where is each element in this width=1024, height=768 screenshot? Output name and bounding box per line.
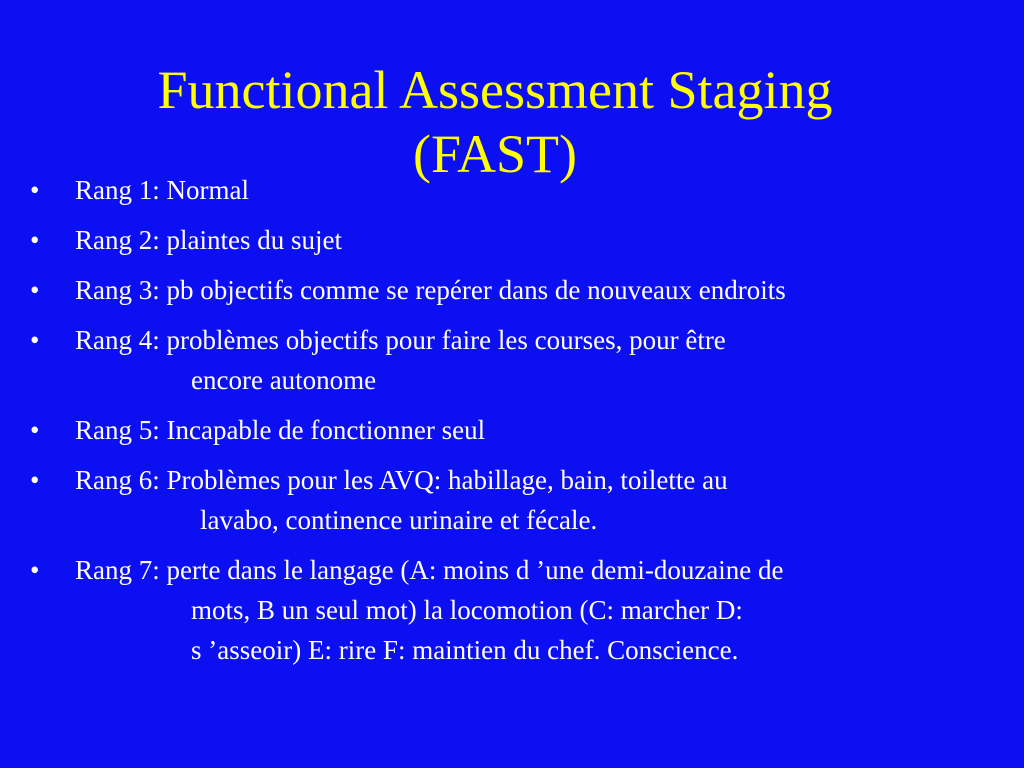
bullet-text: Rang 1: Normal xyxy=(75,175,249,205)
bullet-icon: • xyxy=(30,225,40,255)
bullet-text-continuation: mots, B un seul mot) la locomotion (C: marcher D: xyxy=(191,595,743,625)
bullet-item-rang-3 xyxy=(30,270,1000,310)
bullet-text: Rang 2: plaintes du sujet xyxy=(75,225,342,255)
slide-title-line-2: (FAST) xyxy=(412,124,577,185)
slide-title-line-1: Functional Assessment Staging xyxy=(157,60,833,121)
bullet-text: Rang 4: problèmes objectifs pour faire les courses, pour être xyxy=(75,325,726,355)
bullet-icon: • xyxy=(30,175,40,205)
bullet-item-rang-6 xyxy=(30,460,1000,540)
bullet-text: Rang 7: perte dans le langage (A: moins d ’une demi-douzaine de xyxy=(75,555,784,585)
bullet-text-continuation: encore autonome xyxy=(191,365,377,395)
bullet-item-rang-2 xyxy=(30,220,1000,260)
bullet-text: Rang 6: Problèmes pour les AVQ: habillage, bain, toilette au xyxy=(75,465,728,495)
bullet-icon: • xyxy=(30,465,40,495)
bullet-item-rang-1 xyxy=(30,170,1000,210)
bullet-icon: • xyxy=(30,325,40,355)
bullet-icon: • xyxy=(30,415,40,445)
bullet-text: Rang 5: Incapable de fonctionner seul xyxy=(75,415,486,445)
bullet-text-continuation: s ’asseoir) E: rire F: maintien du chef. Conscience. xyxy=(191,635,739,665)
bullet-list xyxy=(30,170,1000,680)
bullet-item-rang-7 xyxy=(30,550,1000,670)
bullet-item-rang-4 xyxy=(30,320,1000,400)
bullet-icon: • xyxy=(30,275,40,305)
bullet-text: Rang 3: pb objectifs comme se repérer dans de nouveaux endroits xyxy=(75,275,786,305)
slide-title xyxy=(0,58,990,186)
bullet-icon: • xyxy=(30,555,40,585)
bullet-text-continuation: lavabo, continence urinaire et fécale. xyxy=(200,505,598,535)
bullet-item-rang-5 xyxy=(30,410,1000,450)
